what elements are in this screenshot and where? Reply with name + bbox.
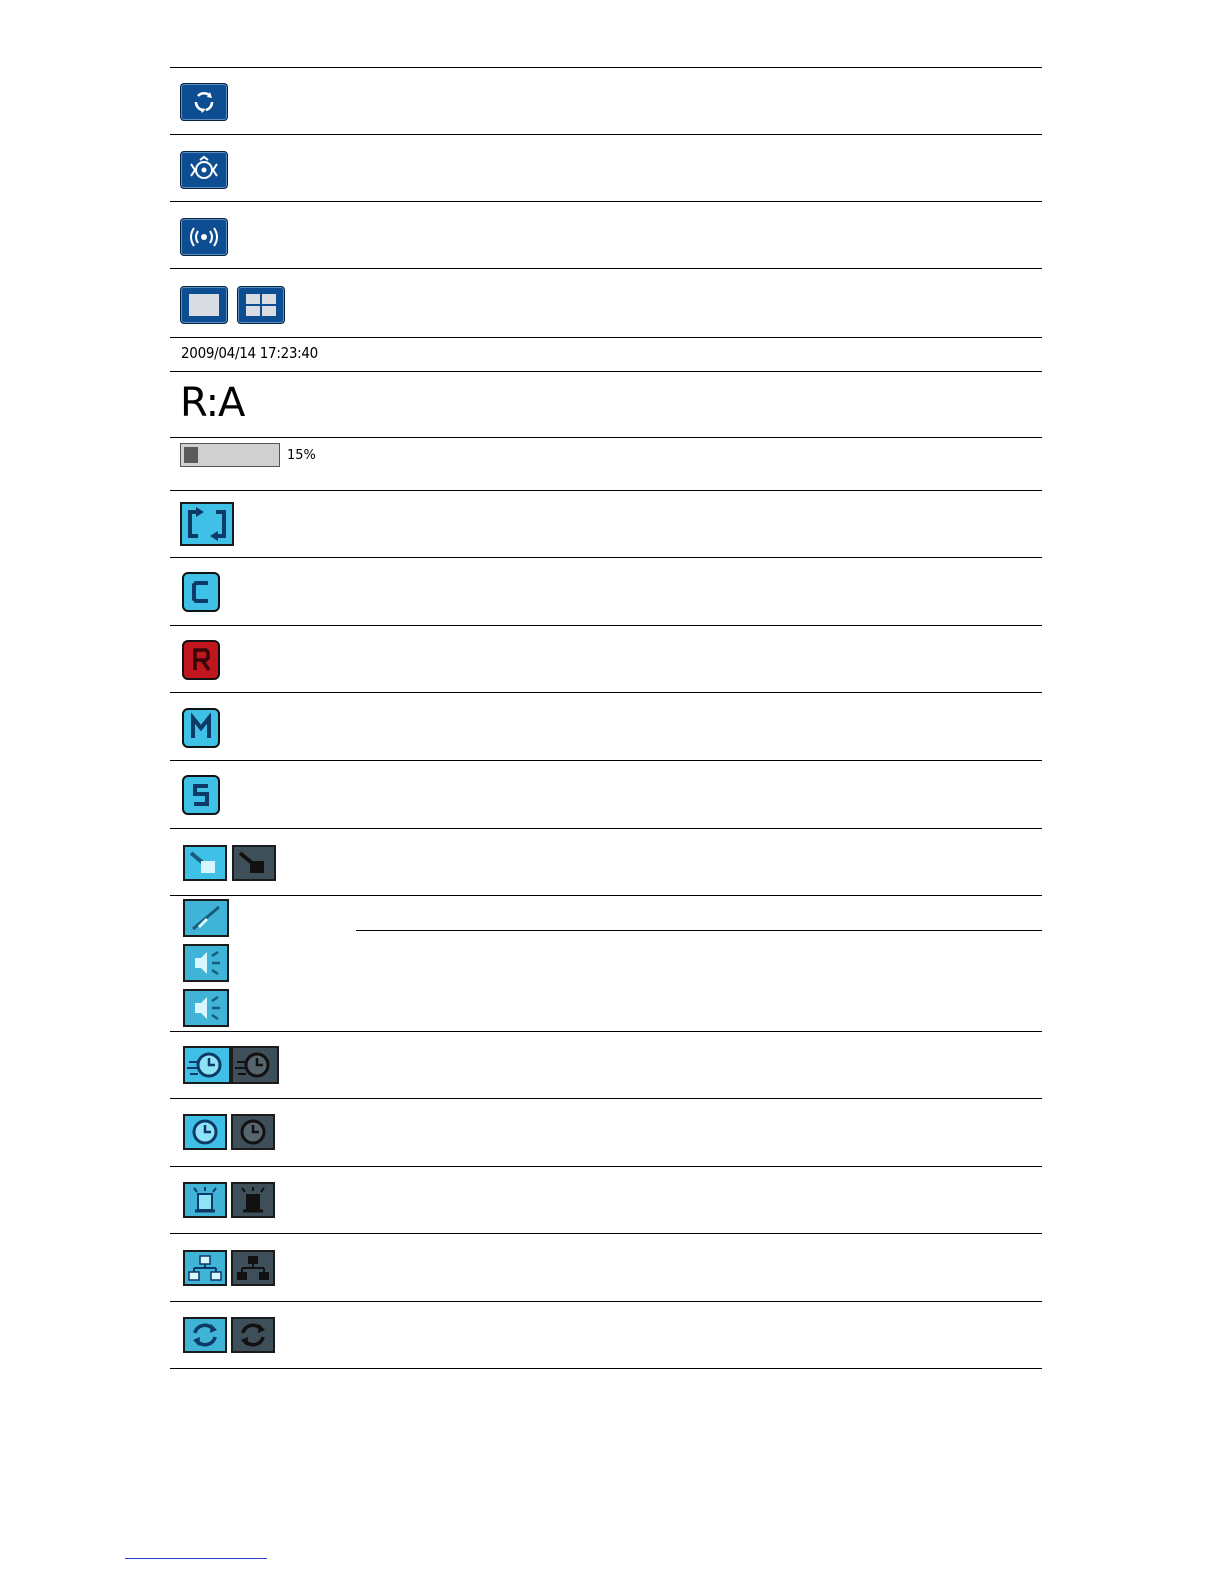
timer-on-icon [183, 1046, 231, 1084]
network-on-icon [183, 1250, 227, 1286]
table-rule [170, 1301, 1042, 1302]
camera-on-icon [183, 845, 227, 881]
table-rule [170, 134, 1042, 135]
table-rule [170, 1233, 1042, 1234]
table-rule [170, 437, 1042, 438]
timer-off-icon [231, 1046, 279, 1084]
table-rule [170, 828, 1042, 829]
r-record-icon [182, 640, 220, 680]
table-rule [170, 895, 1042, 896]
table-rule [170, 692, 1042, 693]
table-rule [170, 1166, 1042, 1167]
quad-view-icon [237, 286, 285, 324]
table-rule-partial [356, 930, 1042, 931]
clock-on-icon [183, 1114, 227, 1150]
table-rule [170, 1031, 1042, 1032]
table-rule [170, 268, 1042, 269]
table-rule [170, 490, 1042, 491]
s-schedule-icon [182, 775, 220, 815]
table-rule [170, 1098, 1042, 1099]
refresh-off-icon [231, 1317, 275, 1353]
record-mode-text: R:A [180, 380, 245, 426]
progress-fill [184, 447, 198, 463]
alarm-on-icon [183, 1182, 227, 1218]
m-motion-icon [182, 708, 220, 748]
footnote-separator [125, 1558, 267, 1559]
table-rule [170, 1368, 1042, 1369]
table-rule [170, 371, 1042, 372]
table-rule [170, 760, 1042, 761]
table-rule [170, 557, 1042, 558]
sequence-icon [180, 502, 234, 546]
c-channel-icon [182, 572, 220, 612]
table-rule [170, 67, 1042, 68]
alarm-broadcast-icon [180, 218, 228, 256]
ptz-icon [180, 151, 228, 189]
audio-muted-icon [183, 899, 229, 937]
speaker-on-icon [183, 944, 229, 982]
alarm-off-icon [231, 1182, 275, 1218]
single-view-icon [180, 286, 228, 324]
camera-off-icon [232, 845, 276, 881]
tour-icon [180, 83, 228, 121]
refresh-on-icon [183, 1317, 227, 1353]
table-rule [170, 625, 1042, 626]
network-off-icon [231, 1250, 275, 1286]
speaker-on-alt-icon [183, 989, 229, 1027]
table-rule [170, 201, 1042, 202]
timestamp-text: 2009/04/14 17:23:40 [181, 344, 318, 362]
table-rule [170, 337, 1042, 338]
progress-label: 15% [287, 448, 316, 463]
clock-off-icon [231, 1114, 275, 1150]
progress-bar [180, 443, 280, 467]
